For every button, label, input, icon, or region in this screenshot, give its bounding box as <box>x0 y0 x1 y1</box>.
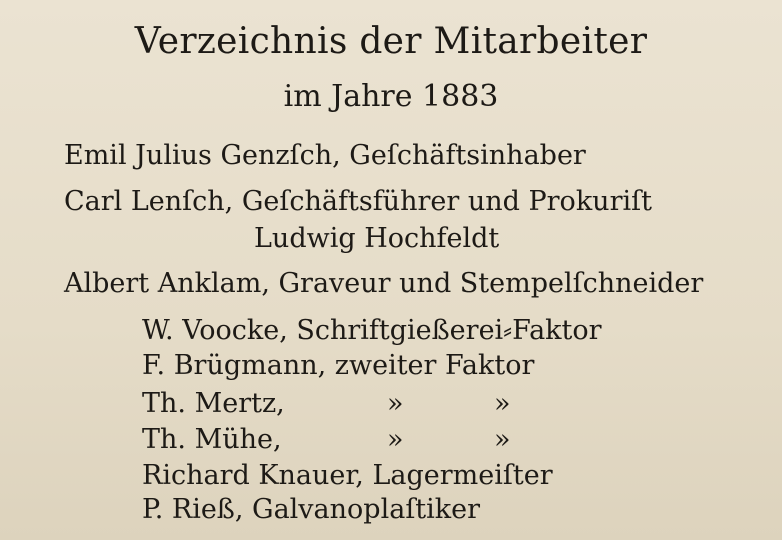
entry-engraver: Albert Anklam, Graveur und Stempelſchneider <box>64 268 704 299</box>
entry-manager: Carl Lenſch, Geſchäftsführer und Prokuriſt <box>64 186 652 217</box>
entry-bruegmann: F. Brügmann, zweiter Faktor <box>142 350 535 381</box>
entry-riess: P. Rieß, Galvanoplaſtiker <box>142 494 481 525</box>
entry-muehe-ditto-1: » <box>387 424 404 455</box>
entry-mertz-ditto-1: » <box>387 388 404 419</box>
page-title: Verzeichnis der Mitarbeiter <box>134 21 648 62</box>
entry-mertz-name: Th. Mertz, <box>142 388 285 419</box>
entry-muehe-name: Th. Mühe, <box>142 424 282 455</box>
entry-hochfeldt: Ludwig Hochfeldt <box>254 223 500 254</box>
entry-muehe-ditto-2: » <box>494 424 511 455</box>
entry-mertz-ditto-2: » <box>494 388 511 419</box>
page-subtitle: im Jahre 1883 <box>283 79 499 114</box>
entry-knauer: Richard Knauer, Lagermeiſter <box>142 460 553 491</box>
entry-voocke: W. Voocke, Schriftgießerei⸗Faktor <box>142 315 602 346</box>
entry-owner: Emil Julius Genzſch, Geſchäftsinhaber <box>64 140 586 171</box>
